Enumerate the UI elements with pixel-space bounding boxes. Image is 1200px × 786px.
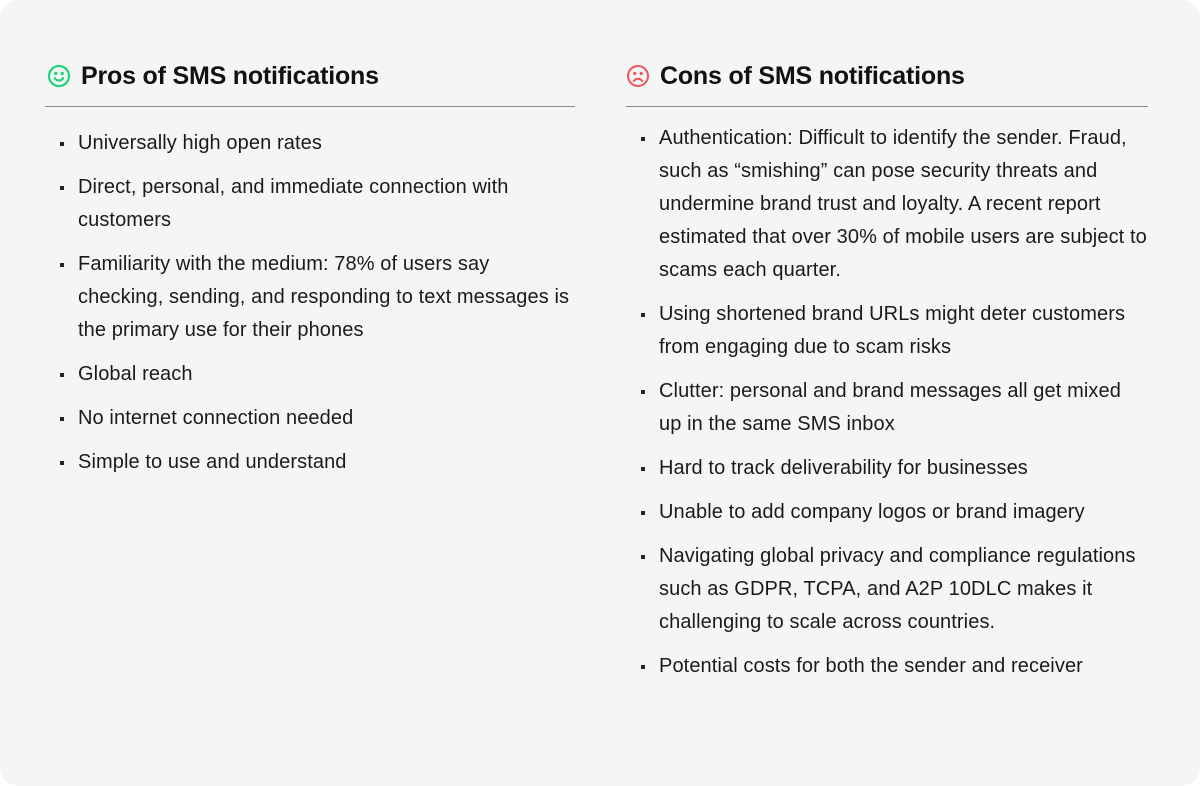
list-item: Global reach xyxy=(45,358,575,391)
pros-header xyxy=(45,56,575,107)
pros-title: Pros of SMS notifications xyxy=(81,61,379,90)
pros-column xyxy=(45,56,575,490)
cons-header xyxy=(626,56,1148,107)
list-item: Universally high open rates xyxy=(45,127,575,160)
list-item: Using shortened brand URLs might deter customers from engaging due to scam risks xyxy=(626,298,1148,364)
frown-icon xyxy=(626,64,650,88)
list-item: Hard to track deliverability for businesses xyxy=(626,452,1148,485)
list-item: Familiarity with the medium: 78% of users say checking, sending, and responding to text messages is the primary use for their phones xyxy=(45,248,575,347)
list-item: Navigating global privacy and compliance regulations such as GDPR, TCPA, and A2P 10DLC makes it challenging to scale across countries. xyxy=(626,540,1148,639)
cons-list xyxy=(626,122,1148,683)
pros-list xyxy=(45,127,575,479)
cons-column xyxy=(626,56,1148,694)
list-item: Simple to use and understand xyxy=(45,446,575,479)
list-item: No internet connection needed xyxy=(45,402,575,435)
list-item: Direct, personal, and immediate connection with customers xyxy=(45,171,575,237)
list-item: Unable to add company logos or brand imagery xyxy=(626,496,1148,529)
cons-title: Cons of SMS notifications xyxy=(660,61,965,90)
list-item: Clutter: personal and brand messages all get mixed up in the same SMS inbox xyxy=(626,375,1148,441)
smile-icon xyxy=(47,64,71,88)
list-item: Potential costs for both the sender and receiver xyxy=(626,650,1148,683)
list-item: Authentication: Difficult to identify the sender. Fraud, such as “smishing” can pose security threats and undermine brand trust and loyalty. A recent report estimated that over 30% of mobile users are subject to scams each quarter. xyxy=(626,122,1148,287)
